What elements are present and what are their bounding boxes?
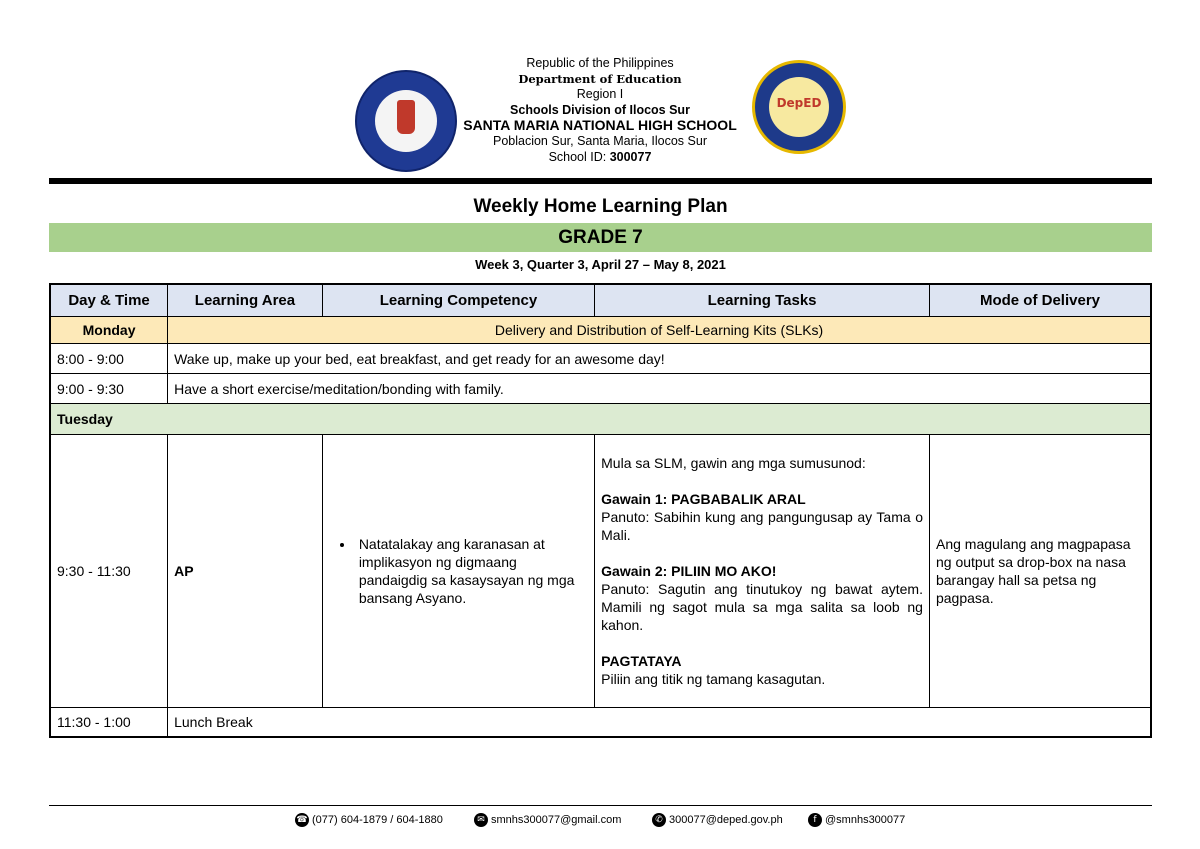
gawain1-text: Panuto: Sabihin kung ang pangungusap ay Tama o Mali. [601,509,923,543]
region-line: Region I [576,87,624,102]
table-row [50,708,1151,738]
chat-icon: ✆ [652,813,666,827]
tasks-intro: Mula sa SLM, gawin ang mga sumusunod: [601,455,866,471]
mail-icon: ✉ [474,813,488,827]
school-seal-deped-mark [772,96,826,110]
table-row [50,374,1151,404]
page-title: Weekly Home Learning Plan [473,196,728,217]
school-id-label: School ID: [548,149,610,164]
day-label-tuesday: Tuesday [50,404,1151,435]
activity-cell: Wake up, make up your bed, eat breakfast, and get ready for an awesome day! [168,344,1151,374]
activity-cell: Have a short exercise/meditation/bonding with family. [168,374,1151,404]
monday-note: Delivery and Distribution of Self-Learning Kits (SLKs) [168,317,1151,344]
footer-email [474,813,621,827]
table-header-row [50,284,1151,317]
school-name: SANTA MARIA NATIONAL HIGH SCHOOL [463,117,737,134]
competency-cell [322,435,594,708]
division-line: Schools Division of Ilocos Sur [510,102,690,117]
gawain2-text: Panuto: Sagutin ang tinutukoy ng bawat aytem. Mamili ng sagot mula sa mga salita sa loob ng kahon. [601,581,923,633]
week-subtitle: Week 3, Quarter 3, April 27 – May 8, 2021 [475,257,726,272]
school-id-value: 300077 [609,149,652,164]
mode-cell: Ang magulang ang magpapasa ng output sa drop-box na nasa barangay hall sa petsa ng pagpasa. [929,435,1151,708]
ap-row [50,435,1151,708]
competency-item: • Natatalakay ang karanasan at implikasyon ng digmaang pandaigdig sa kasaysayan ng mga bansang Asyano. [355,535,588,607]
monday-row [50,317,1151,344]
pagtataya-title: PAGTATAYA [601,653,682,669]
activity-cell: Lunch Break [168,708,1151,738]
header-learning-area: Learning Area [168,284,323,317]
learning-plan-table [49,283,1152,738]
torch-icon [397,100,415,134]
footer-deped-email [652,813,783,827]
footer-divider [49,805,1152,806]
phone-icon: ☎ [296,815,308,825]
republic-line: Republic of the Philippines [526,56,674,70]
letterhead-text [440,56,760,165]
footer-contacts [0,813,1200,833]
pagtataya-text: Piliin ang titik ng tamang kasagutan. [601,671,826,687]
table-row [50,344,1151,374]
facebook-text[interactable]: @smnhs300077 [825,814,906,826]
deped-mark-part-a: Dep [776,96,804,110]
time-cell: 9:30 - 11:30 [50,435,168,708]
facebook-icon: f [808,813,822,827]
department-line: Department of Education [518,71,682,86]
deped-mark-part-b: ED [803,96,822,110]
learning-area-cell: AP [168,435,323,708]
footer-phone [295,813,443,827]
letterhead [0,52,1200,182]
time-cell: 11:30 - 1:00 [50,708,168,738]
gawain1-title: Gawain 1: PAGBABALIK ARAL [601,491,806,507]
school-id-line [440,150,760,166]
header-divider [49,178,1152,184]
gawain2-title: Gawain 2: PILIIN MO AKO! [601,563,777,579]
header-learning-tasks: Learning Tasks [595,284,930,317]
tasks-cell [595,435,930,708]
school-seal-logo [752,60,846,154]
header-learning-competency: Learning Competency [322,284,594,317]
footer-facebook [808,813,905,827]
deped-email-text[interactable]: 300077@deped.gov.ph [669,814,783,826]
day-label-monday: Monday [50,317,168,344]
time-cell: 8:00 - 9:00 [50,344,168,374]
grade-banner: GRADE 7 [49,223,1152,252]
time-cell: 9:00 - 9:30 [50,374,168,404]
header-mode-of-delivery: Mode of Delivery [929,284,1151,317]
phone-text: (077) 604-1879 / 604-1880 [312,814,443,826]
tuesday-row [50,404,1151,435]
school-address: Poblacion Sur, Santa Maria, Ilocos Sur [492,133,707,148]
header-day-time: Day & Time [50,284,168,317]
email-text[interactable]: smnhs300077@gmail.com [491,814,622,826]
